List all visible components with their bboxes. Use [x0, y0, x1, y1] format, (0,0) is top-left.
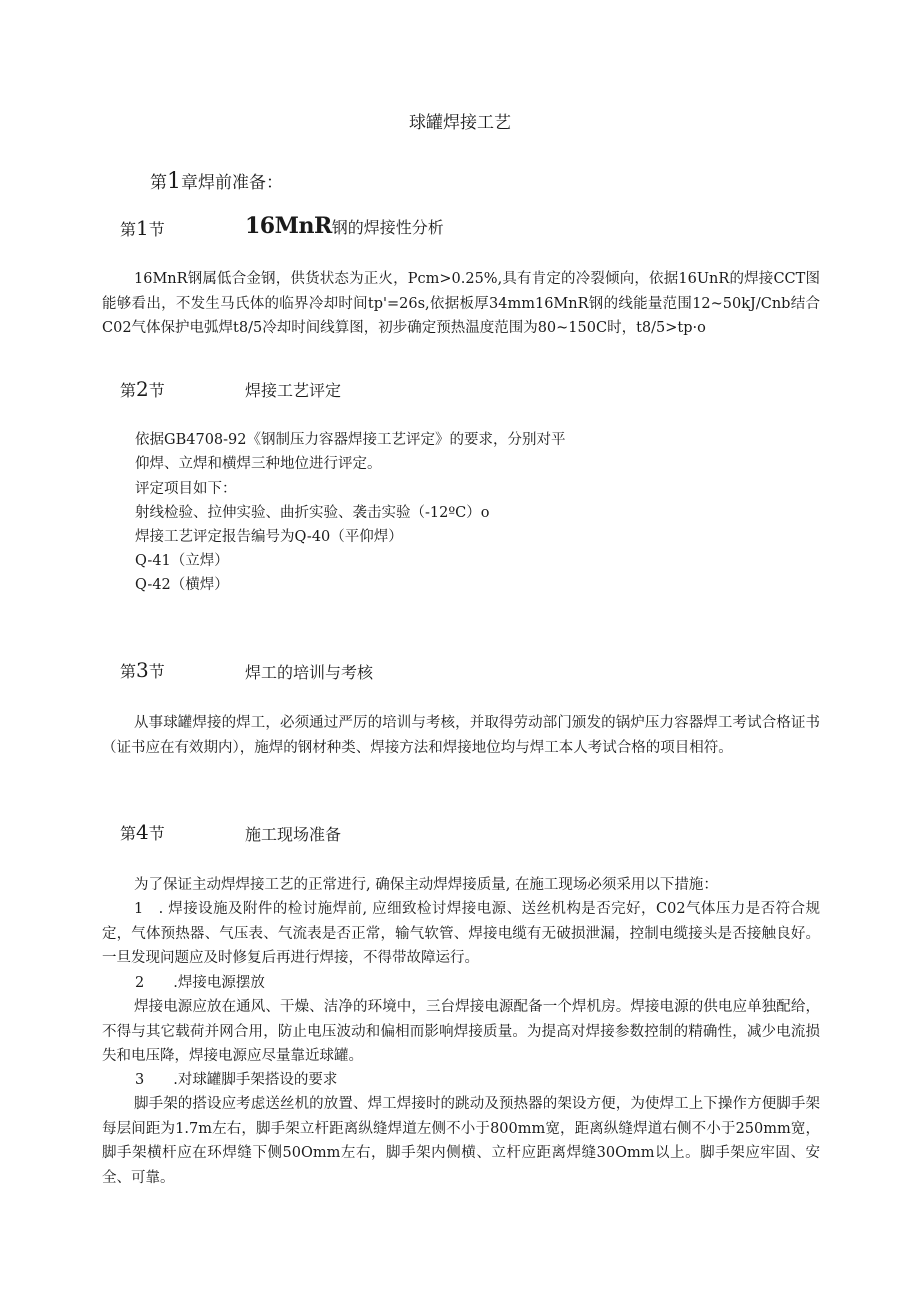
section-4-item-2-body: 焊接电源应放在通风、干燥、洁净的环境中，三台焊接电源配备一个焊机房。焊接电源的供电应单独配给，不得与其它载荷并网合用，防止电压波动和偏相而影响焊接质量。为提高对焊接参数控制的精确性，减少电流损失和电压降，焊接电源应尽量靠近球罐。: [102, 999, 820, 1064]
section-2-number: 第2节: [120, 377, 165, 401]
section-4-title: 施工现场准备: [245, 825, 342, 844]
section-3-title: 焊工的培训与考核: [245, 663, 374, 682]
section-4-item-3-body: 脚手架的搭设应考虑送丝机的放置、焊工焊接时的跳动及预热器的架设方便，为使焊工上下操作方便脚手架每层间距为1.7m左右，脚手架立杆距离纵缝焊道左侧不小于800mm宽，距离纵缝焊道右侧不小于250mm宽，脚手架横杆应在环焊缝下侧50Omm左右，脚手架内侧横、立杆应距离焊缝30Omm以上。脚手架应牢固、安全、可靠。: [102, 1096, 820, 1186]
chapter-prefix: 第: [150, 173, 167, 193]
section-3-paragraph: 从事球罐焊接的焊工，必须通过严厉的培训与考核，并取得劳动部门颁发的锅炉压力容器焊工考试合格证书（证书应在有效期内），施焊的钢材种类、焊接方法和焊接地位均与焊工本人考试合格的项目相符。: [102, 715, 820, 756]
section-1-title: 16MnR钢的焊接性分析: [245, 213, 444, 239]
section-4-item-2-heading: 2 .焊接电源摆放: [135, 975, 265, 991]
section-1-number: 第1节: [120, 216, 165, 240]
section-2-line: Q-42（横焊）: [135, 577, 229, 593]
document-title: 球罐焊接工艺: [409, 113, 511, 133]
section-2-line: 仰焊、立焊和横焊三种地位进行评定。: [135, 456, 382, 472]
chapter-number: 1: [167, 169, 181, 194]
section-2-line: 焊接工艺评定报告编号为Q-40（平仰焊）: [135, 529, 403, 545]
section-3-number: 第3节: [120, 658, 165, 682]
chapter-heading: [150, 168, 283, 194]
section-2-line: Q-41（立焊）: [135, 553, 229, 569]
section-2-title: 焊接工艺评定: [245, 381, 342, 400]
chapter-text: 章焊前准备：: [181, 173, 283, 193]
section-4-intro: 为了保证主动焊焊接工艺的正常进行, 确保主动焊焊接质量, 在施工现场必须采用以下措施：: [134, 877, 718, 893]
section-4-item-1: 1 . 焊接设施及附件的检讨施焊前, 应细致检讨焊接电源、送丝机构是否完好，C02气体压力是否符合规定，气体预热器、气压表、气流表是否正常，输气软管、焊接电缆有无破损泄漏，控制电缆接头是否接触良好。一旦发现问题应及时修复后再进行焊接，不得带故障运行。: [102, 901, 821, 966]
section-2-line: 射线检验、拉伸实验、曲折实验、袭击实验（-12ºC）o: [135, 505, 490, 521]
section-4-item-3-heading: 3 .对球罐脚手架搭设的要求: [135, 1072, 338, 1088]
section-2-line: 依据GB4708-92《钢制压力容器焊接工艺评定》的要求，分别对平: [135, 432, 566, 448]
section-1-paragraph: 16MnR钢属低合金钢，供货状态为正火，Pcm>0.25%,具有肯定的冷裂倾向，依据16UnR的焊接CCT图能够看出，不发生马氏体的临界冷却时间tp'=26s,依据板厚34mm16MnR钢的线能量范围12~50kJ/Cnb结合C02气体保护电弧焊t8/5冷却时间线算图，初步确定预热温度范围为80~150C时，t8/5>tp·o: [102, 271, 820, 336]
section-4-number: 第4节: [120, 820, 165, 844]
section-2-line: 评定项目如下：: [135, 481, 237, 497]
